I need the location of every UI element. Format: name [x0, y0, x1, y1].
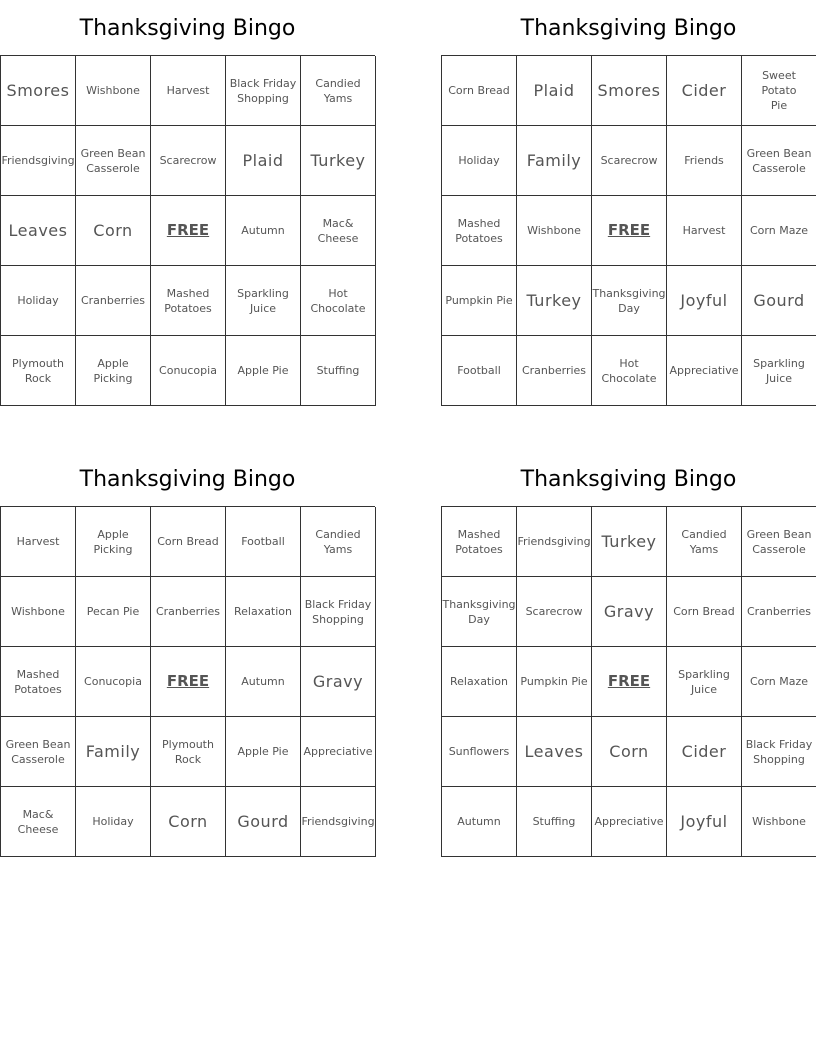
bingo-cell: Candied Yams [301, 507, 376, 577]
bingo-cell: Cider [667, 56, 742, 126]
bingo-cell: Wishbone [517, 196, 592, 266]
bingo-cell: Mac& Cheese [301, 196, 376, 266]
bingo-cell: Sparkling Juice [742, 336, 816, 406]
bingo-cell: Plaid [226, 126, 301, 196]
bingo-cell: Pumpkin Pie [442, 266, 517, 336]
bingo-cell: Apple Pie [226, 336, 301, 406]
bingo-cell: Relaxation [226, 577, 301, 647]
bingo-cell: Scarecrow [151, 126, 226, 196]
bingo-cell: Corn Maze [742, 647, 816, 717]
bingo-cell: Corn [592, 717, 667, 787]
bingo-cell: Mashed Potatoes [151, 266, 226, 336]
bingo-cell: Appreciative [592, 787, 667, 857]
bingo-cell: Family [517, 126, 592, 196]
bingo-cell: Harvest [151, 56, 226, 126]
bingo-cell: Hot Chocolate [592, 336, 667, 406]
bingo-cell: Smores [1, 56, 76, 126]
card-title: Thanksgiving Bingo [79, 16, 296, 41]
bingo-cell: Plaid [517, 56, 592, 126]
bingo-cell: Joyful [667, 266, 742, 336]
bingo-cell: Relaxation [442, 647, 517, 717]
bingo-cell: Cranberries [76, 266, 151, 336]
bingo-cell: Corn [76, 196, 151, 266]
bingo-card-3 [0, 451, 375, 857]
bingo-grid [441, 506, 816, 857]
bingo-cell: Family [76, 717, 151, 787]
bingo-free-cell: FREE [592, 647, 667, 717]
bingo-cell: Autumn [226, 196, 301, 266]
bingo-cell: Mashed Potatoes [442, 196, 517, 266]
bingo-cell: Joyful [667, 787, 742, 857]
bingo-cell: Football [442, 336, 517, 406]
bingo-free-cell: FREE [592, 196, 667, 266]
bingo-cell: Cranberries [742, 577, 816, 647]
bingo-cell: Mac& Cheese [1, 787, 76, 857]
bingo-cell: Sweet Potato Pie [742, 56, 816, 126]
bingo-cell: Black Friday Shopping [301, 577, 376, 647]
bingo-cell: Pecan Pie [76, 577, 151, 647]
bingo-cell: Wishbone [76, 56, 151, 126]
bingo-cell: Gourd [226, 787, 301, 857]
bingo-cell: Smores [592, 56, 667, 126]
bingo-cell: Apple Picking [76, 507, 151, 577]
bingo-cell: Corn Maze [742, 196, 816, 266]
bingo-cell: Apple Pie [226, 717, 301, 787]
bingo-cell: Corn [151, 787, 226, 857]
bingo-free-cell: FREE [151, 196, 226, 266]
bingo-cell: Friendsgiving [517, 507, 592, 577]
bingo-cell: Cider [667, 717, 742, 787]
bingo-free-cell: FREE [151, 647, 226, 717]
bingo-cell: Turkey [517, 266, 592, 336]
bingo-cell: Leaves [1, 196, 76, 266]
bingo-cell: Harvest [1, 507, 76, 577]
bingo-cell: Pumpkin Pie [517, 647, 592, 717]
bingo-cell: Turkey [592, 507, 667, 577]
bingo-cell: Gourd [742, 266, 816, 336]
bingo-card-2 [441, 0, 816, 406]
bingo-cell: Green Bean Casserole [1, 717, 76, 787]
bingo-cell: Candied Yams [667, 507, 742, 577]
bingo-cell: Mashed Potatoes [1, 647, 76, 717]
bingo-cell: Plymouth Rock [151, 717, 226, 787]
bingo-cell: Corn Bread [442, 56, 517, 126]
bingo-cell: Scarecrow [592, 126, 667, 196]
bingo-cell: Gravy [301, 647, 376, 717]
bingo-cell: Mashed Potatoes [442, 507, 517, 577]
bingo-cell: Friendsgiving [1, 126, 76, 196]
bingo-grid [441, 55, 816, 406]
bingo-cell: Holiday [1, 266, 76, 336]
bingo-cell: Appreciative [667, 336, 742, 406]
bingo-cell: Corn Bread [151, 507, 226, 577]
bingo-cell: Friendsgiving [301, 787, 376, 857]
bingo-cell: Harvest [667, 196, 742, 266]
bingo-cell: Holiday [76, 787, 151, 857]
bingo-cell: Green Bean Casserole [76, 126, 151, 196]
bingo-cell: Wishbone [742, 787, 816, 857]
bingo-cell: Black Friday Shopping [742, 717, 816, 787]
bingo-cell: Hot Chocolate [301, 266, 376, 336]
bingo-cell: Sparkling Juice [667, 647, 742, 717]
card-title: Thanksgiving Bingo [520, 16, 737, 41]
bingo-cell: Corn Bread [667, 577, 742, 647]
bingo-cell: Friends [667, 126, 742, 196]
bingo-cell: Cranberries [517, 336, 592, 406]
bingo-cell: Candied Yams [301, 56, 376, 126]
bingo-cell: Gravy [592, 577, 667, 647]
bingo-cell: Football [226, 507, 301, 577]
bingo-cell: Apple Picking [76, 336, 151, 406]
bingo-cell: Wishbone [1, 577, 76, 647]
card-title: Thanksgiving Bingo [79, 467, 296, 492]
bingo-cell: Conucopia [76, 647, 151, 717]
bingo-cell: Green Bean Casserole [742, 126, 816, 196]
bingo-cell: Green Bean Casserole [742, 507, 816, 577]
bingo-cell: Thanksgiving Day [442, 577, 517, 647]
bingo-cell: Appreciative [301, 717, 376, 787]
bingo-cell: Conucopia [151, 336, 226, 406]
bingo-cell: Sunflowers [442, 717, 517, 787]
bingo-cell: Stuffing [517, 787, 592, 857]
bingo-cell: Sparkling Juice [226, 266, 301, 336]
bingo-cell: Thanksgiving Day [592, 266, 667, 336]
bingo-cell: Holiday [442, 126, 517, 196]
bingo-card-4 [441, 451, 816, 857]
bingo-cell: Autumn [442, 787, 517, 857]
bingo-cell: Autumn [226, 647, 301, 717]
bingo-grid [0, 55, 375, 406]
bingo-grid [0, 506, 375, 857]
bingo-cell: Black Friday Shopping [226, 56, 301, 126]
bingo-cell: Scarecrow [517, 577, 592, 647]
bingo-cell: Plymouth Rock [1, 336, 76, 406]
bingo-cell: Leaves [517, 717, 592, 787]
bingo-card-1 [0, 0, 375, 406]
bingo-cell: Cranberries [151, 577, 226, 647]
bingo-cell: Stuffing [301, 336, 376, 406]
card-title: Thanksgiving Bingo [520, 467, 737, 492]
bingo-cell: Turkey [301, 126, 376, 196]
